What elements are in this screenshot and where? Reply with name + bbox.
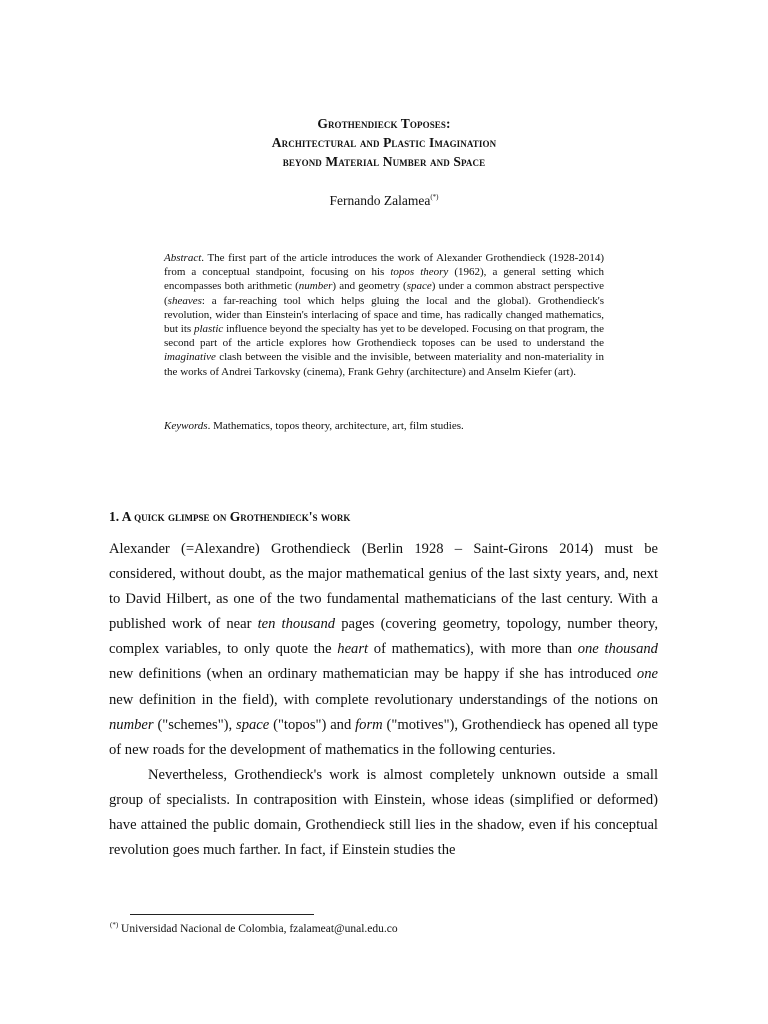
abstract-paragraph — [164, 251, 604, 379]
body-paragraph-1 — [109, 537, 658, 763]
abstract-emphasis: sheaves — [167, 294, 202, 307]
keywords-line — [164, 420, 604, 432]
author-footnote-mark: (*) — [430, 193, 439, 201]
body-emphasis: one — [636, 666, 658, 683]
abstract-emphasis: imaginative — [164, 351, 216, 364]
body-emphasis: number — [109, 716, 154, 733]
section-body — [109, 537, 658, 863]
body-text: ("topos") and — [269, 716, 356, 733]
abstract-emphasis: topos theory — [390, 266, 449, 279]
abstract-emphasis: plastic — [193, 323, 224, 336]
author-name: Fernando Zalamea — [329, 193, 431, 208]
body-emphasis: space — [236, 716, 270, 733]
abstract-emphasis: number — [298, 280, 333, 293]
body-text: new definitions (when an ordinary mathematician may be happy if she has introduced — [109, 666, 637, 683]
body-text: of mathematics), with more than — [368, 641, 578, 658]
abstract-text: : a far-reaching tool which helps gluing the local and the global). Grothendieck's revolution, wider than Einstein's interlacing of space and time, has radically changed mathematics, but its — [164, 294, 604, 336]
footnote-divider — [130, 914, 314, 915]
abstract-text: influence beyond the specialty has yet to be developed. Focusing on that program, the second part of the article explores how Grothendieck toposes can be used to understand the — [164, 323, 604, 350]
body-text: new definition in the field), with complete revolutionary understandings of the notions on — [109, 691, 658, 708]
abstract-text: ) under a common abstract perspective ( — [164, 280, 605, 307]
keywords-label: Keywords — [164, 420, 208, 432]
body-text: ("schemes"), — [153, 716, 237, 733]
paper-title — [0, 114, 768, 171]
author-line — [0, 193, 768, 209]
body-paragraph-2: Nevertheless, Grothendieck's work is almost completely unknown outside a small group of specialists. In contraposition with Einstein, whose ideas (simplified or deformed) have attained the public domain, Grothendieck still lies in the shadow, even if his conceptual revolution goes much farther. In fact, if Einstein studies the — [109, 766, 658, 859]
abstract-text: ) and geometry ( — [332, 280, 407, 293]
body-emphasis: form — [355, 716, 383, 733]
abstract-text: (1962), a general setting which encompasses both arithmetic ( — [164, 266, 604, 293]
footnote-mark: (*) — [110, 921, 119, 929]
footnote-text: Universidad Nacional de Colombia, fzalameat@unal.edu.co — [118, 923, 398, 935]
section-heading: 1. A quick glimpse on Grothendieck's work — [109, 509, 351, 524]
body-text: Alexander (=Alexandre) Grothendieck (Berlin 1928 – Saint-Girons 2014) must be considered, without doubt, as the major mathematical genius of the last sixty years, and, next to David Hilbert, as one of the two fundamental mathematicians of the last century. With a published work of near — [109, 541, 658, 633]
abstract-emphasis: space — [406, 280, 432, 293]
abstract-text: clash between the visible and the invisible, between materiality and non-materiality in the works of Andrei Tarkovsky (cinema), Frank Gehry (architecture) and Anselm Kiefer (art). — [164, 351, 604, 378]
body-text: ("motives"), Grothendieck has opened all type of new roads for the development of mathematics in the following centuries. — [109, 716, 658, 758]
title-line-3: beyond Material Number and Space — [282, 154, 486, 169]
title-line-1: Grothendieck Toposes: — [317, 116, 451, 131]
body-emphasis: heart — [337, 641, 369, 658]
abstract-label: Abstract — [164, 252, 202, 264]
title-line-2: Architectural and Plastic Imagination — [271, 135, 497, 150]
body-emphasis: one thousand — [577, 641, 658, 658]
footnote — [110, 921, 398, 935]
body-text: pages (covering geometry, topology, number theory, complex variables, to only quote the — [109, 616, 659, 658]
body-emphasis: ten thousand — [257, 616, 336, 633]
keywords-text: . Mathematics, topos theory, architecture, art, film studies. — [207, 420, 464, 432]
abstract-text: . The first part of the article introduces the work of Alexander Grothendieck (1928-2014) from a conceptual standpoint, focusing on his — [164, 252, 604, 279]
